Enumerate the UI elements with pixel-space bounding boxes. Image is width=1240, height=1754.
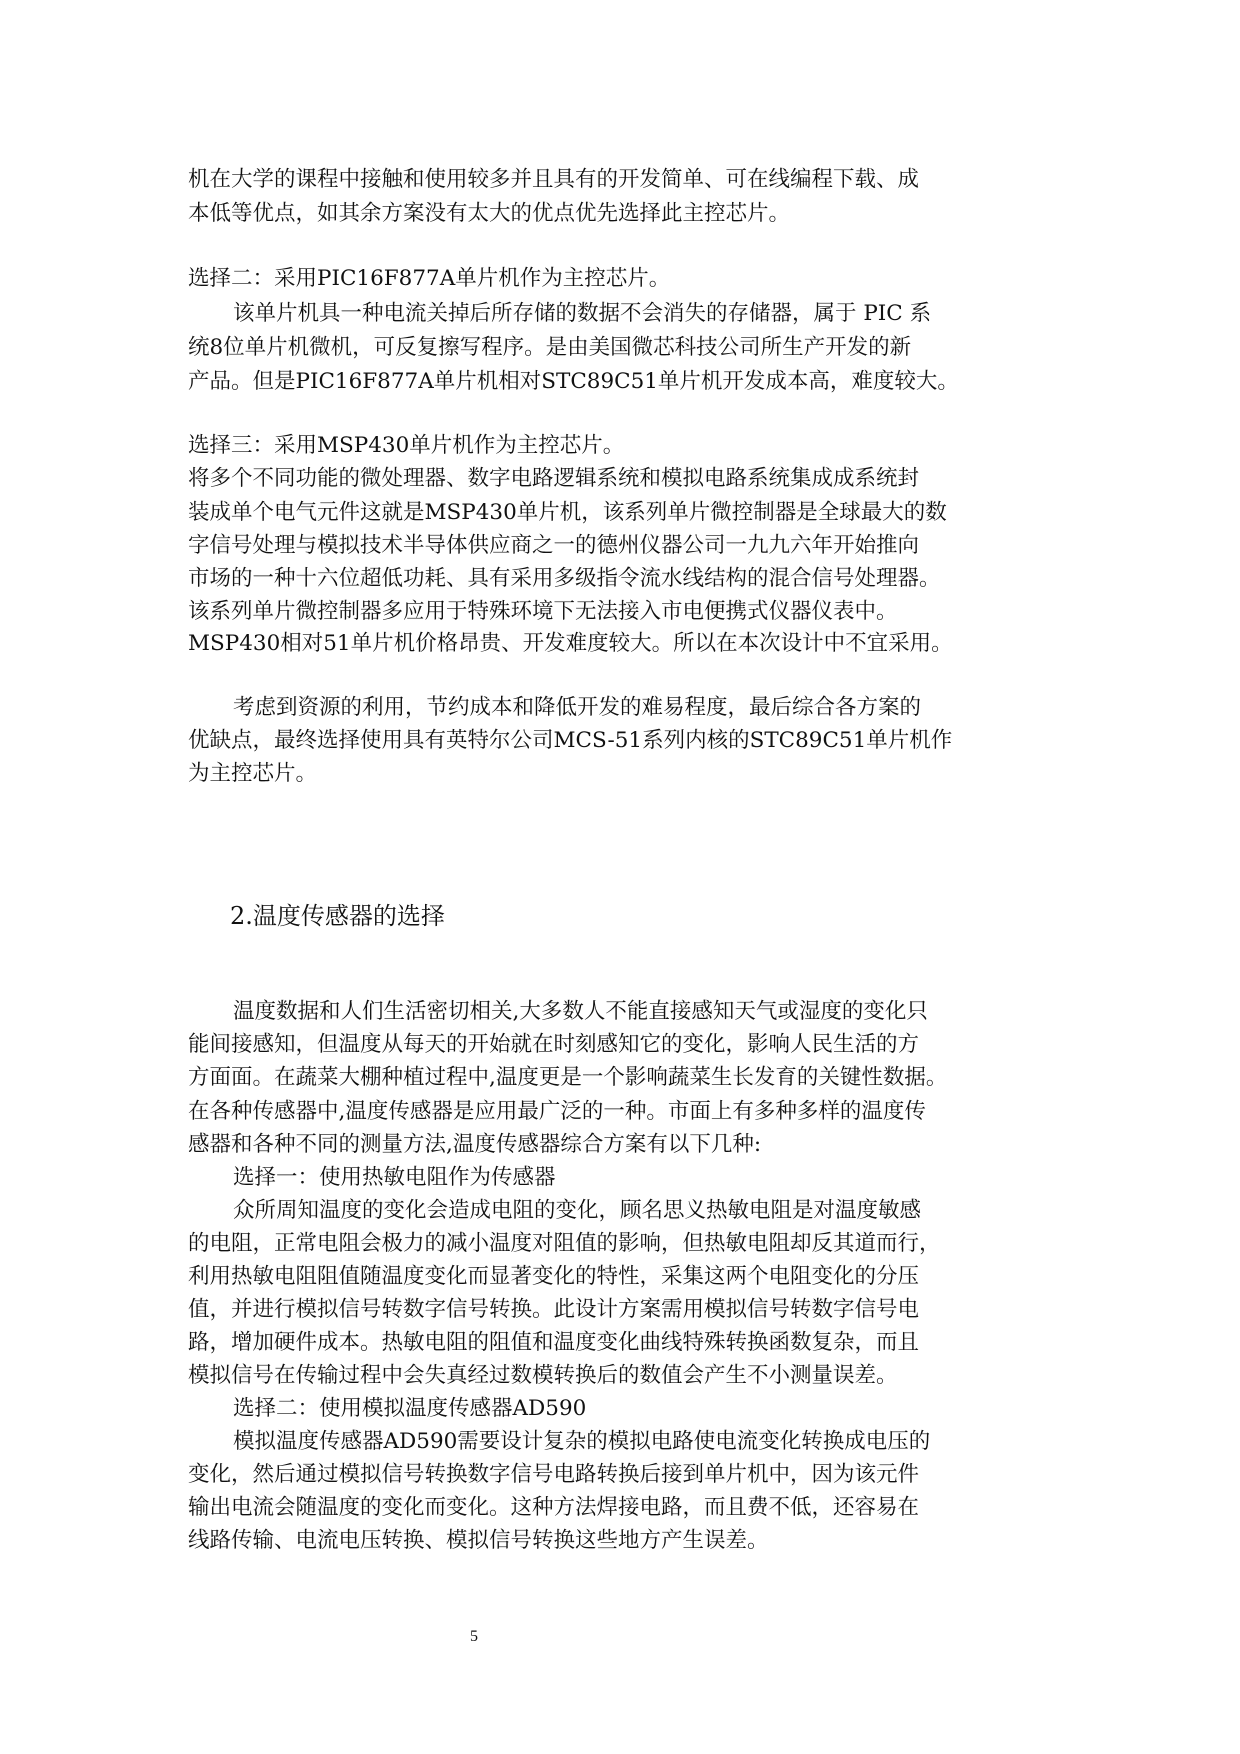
- text-line: 模拟温度传感器AD590需要设计复杂的模拟电路使电流变化转换成电压的: [233, 1429, 931, 1454]
- text-line: 该系列单片微控制器多应用于特殊环境下无法接入市电便携式仪器仪表中。: [188, 599, 898, 624]
- text-line: 字信号处理与模拟技术半导体供应商之一的德州仪器公司一九九六年开始推向: [188, 533, 920, 558]
- text-line: 统8位单片机微机，可反复擦写程序。是由美国微芯科技公司所生产开发的新: [188, 335, 912, 360]
- text-line: 本低等优点，如其余方案没有太大的优点优先选择此主控芯片。: [188, 201, 791, 226]
- text-line: 利用热敏电阻阻值随温度变化而显著变化的特性，采集这两个电阻变化的分压: [188, 1264, 920, 1289]
- text-line: 方面面。在蔬菜大棚种植过程中,温度更是一个影响蔬菜生长发育的关键性数据。: [188, 1065, 948, 1090]
- text-line: 产品。但是PIC16F877A单片机相对STC89C51单片机开发成本高，难度较大。: [188, 369, 959, 394]
- text-line: 在各种传感器中,温度传感器是应用最广泛的一种。市面上有多种多样的温度传: [188, 1099, 926, 1124]
- text-line: 众所周知温度的变化会造成电阻的变化，顾名思义热敏电阻是对温度敏感: [233, 1198, 922, 1223]
- text-line: 输出电流会随温度的变化而变化。这种方法焊接电路，而且费不低，还容易在: [188, 1495, 920, 1520]
- text-line: 选择二：采用PIC16F877A单片机作为主控芯片。: [188, 266, 671, 291]
- text-line: 选择三：采用MSP430单片机作为主控芯片。: [188, 433, 625, 458]
- text-line: 为主控芯片。: [188, 761, 318, 786]
- text-line: 模拟信号在传输过程中会失真经过数模转换后的数值会产生不小测量误差。: [188, 1363, 898, 1388]
- section-heading: 2.温度传感器的选择: [230, 902, 445, 930]
- text-line: 将多个不同功能的微处理器、数字电路逻辑系统和模拟电路系统集成成系统封: [188, 466, 920, 491]
- text-line: 机在大学的课程中接触和使用较多并且具有的开发简单、可在线编程下载、成: [188, 167, 920, 192]
- text-line: 温度数据和人们生活密切相关,大多数人不能直接感知天气或湿度的变化只: [233, 999, 928, 1024]
- text-line: 路，增加硬件成本。热敏电阻的阻值和温度变化曲线特殊转换函数复杂，而且: [188, 1330, 920, 1355]
- text-line: 线路传输、电流电压转换、模拟信号转换这些地方产生误差。: [188, 1528, 769, 1553]
- text-line: 优缺点，最终选择使用具有英特尔公司MCS-51系列内核的STC89C51单片机作: [188, 728, 953, 753]
- text-line: MSP430相对51单片机价格昂贵、开发难度较大。所以在本次设计中不宜采用。: [188, 631, 953, 656]
- text-line: 的电阻，正常电阻会极力的减小温度对阻值的影响，但热敏电阻却反其道而行，: [188, 1231, 941, 1256]
- text-line: 选择一：使用热敏电阻作为传感器: [233, 1165, 556, 1190]
- page-number: 5: [470, 1628, 478, 1645]
- text-line: 市场的一种十六位超低功耗、具有采用多级指令流水线结构的混合信号处理器。: [188, 566, 941, 591]
- text-line: 能间接感知，但温度从每天的开始就在时刻感知它的变化，影响人民生活的方: [188, 1032, 920, 1057]
- text-line: 该单片机具一种电流关掉后所存储的数据不会消失的存储器，属于 PIC 系: [233, 301, 932, 326]
- text-line: 选择二：使用模拟温度传感器AD590: [233, 1396, 587, 1421]
- text-line: 感器和各种不同的测量方法,温度传感器综合方案有以下几种:: [188, 1132, 762, 1157]
- text-line: 值，并进行模拟信号转数字信号转换。此设计方案需用模拟信号转数字信号电: [188, 1297, 920, 1322]
- text-line: 装成单个电气元件这就是MSP430单片机，该系列单片微控制器是全球最大的数: [188, 500, 947, 525]
- text-line: 考虑到资源的利用，节约成本和降低开发的难易程度，最后综合各方案的: [233, 695, 922, 720]
- text-line: 变化，然后通过模拟信号转换数字信号电路转换后接到单片机中，因为该元件: [188, 1462, 920, 1487]
